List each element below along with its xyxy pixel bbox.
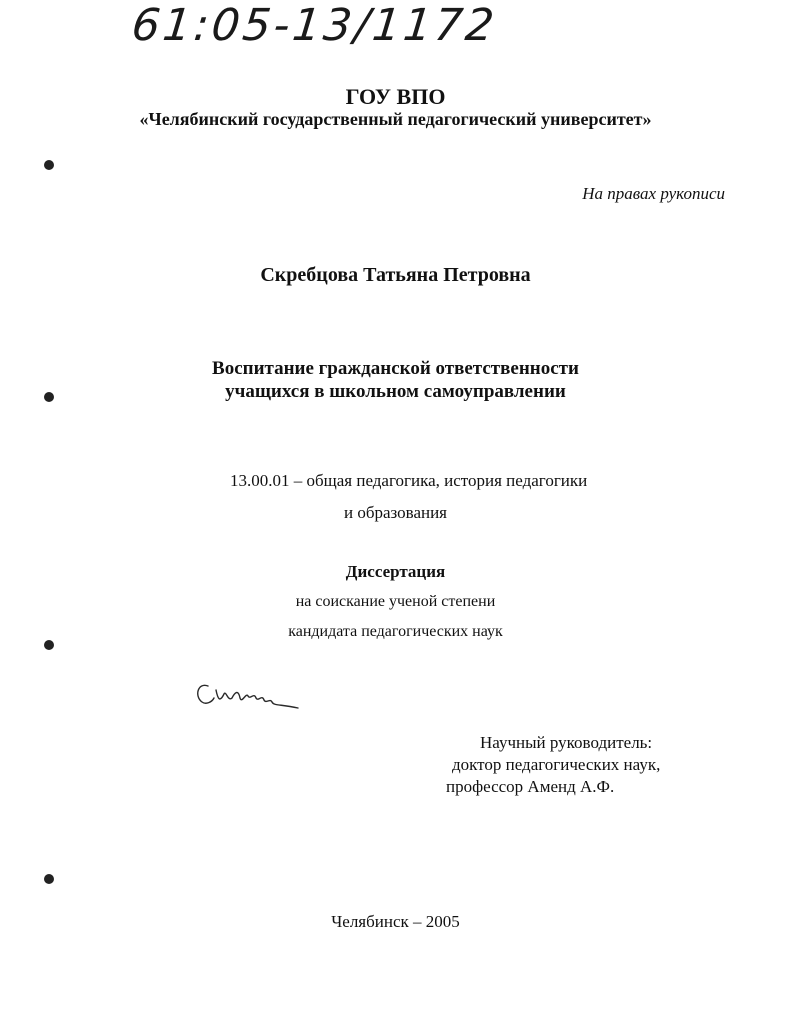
manuscript-note: На правах рукописи — [582, 184, 725, 203]
degree-name: кандидата педагогических наук — [288, 623, 503, 640]
author-name: Скребцова Татьяна Петровна — [260, 264, 531, 286]
city-year: Челябинск – 2005 — [331, 912, 460, 931]
binding-hole-mark — [44, 160, 54, 170]
author-signature — [190, 672, 310, 722]
degree-purpose: на соискание ученой степени — [295, 593, 496, 610]
university-name: «Челябинский государственный педагогический университет» — [139, 109, 652, 129]
supervisor-degree: доктор педагогических наук, — [452, 755, 661, 774]
dissertation-label: Диссертация — [345, 562, 446, 581]
binding-hole-mark — [44, 874, 54, 884]
supervisor-label: Научный руководитель: — [480, 733, 653, 752]
binding-hole-mark — [44, 640, 54, 650]
dissertation-title-line2: учащихся в школьном самоуправлении — [225, 381, 566, 402]
catalog-number: 61:05-13/1172 — [129, 0, 500, 51]
specialty-line2: и образования — [343, 503, 448, 522]
dissertation-title-line1: Воспитание гражданской ответственности — [212, 358, 579, 379]
institution-type: ГОУ ВПО — [345, 84, 446, 109]
supervisor-name: профессор Аменд А.Ф. — [446, 777, 615, 796]
specialty-code: 13.00.01 – общая педагогика, история педагогики — [230, 471, 588, 490]
binding-hole-mark — [44, 392, 54, 402]
supervisor-block — [446, 732, 660, 798]
